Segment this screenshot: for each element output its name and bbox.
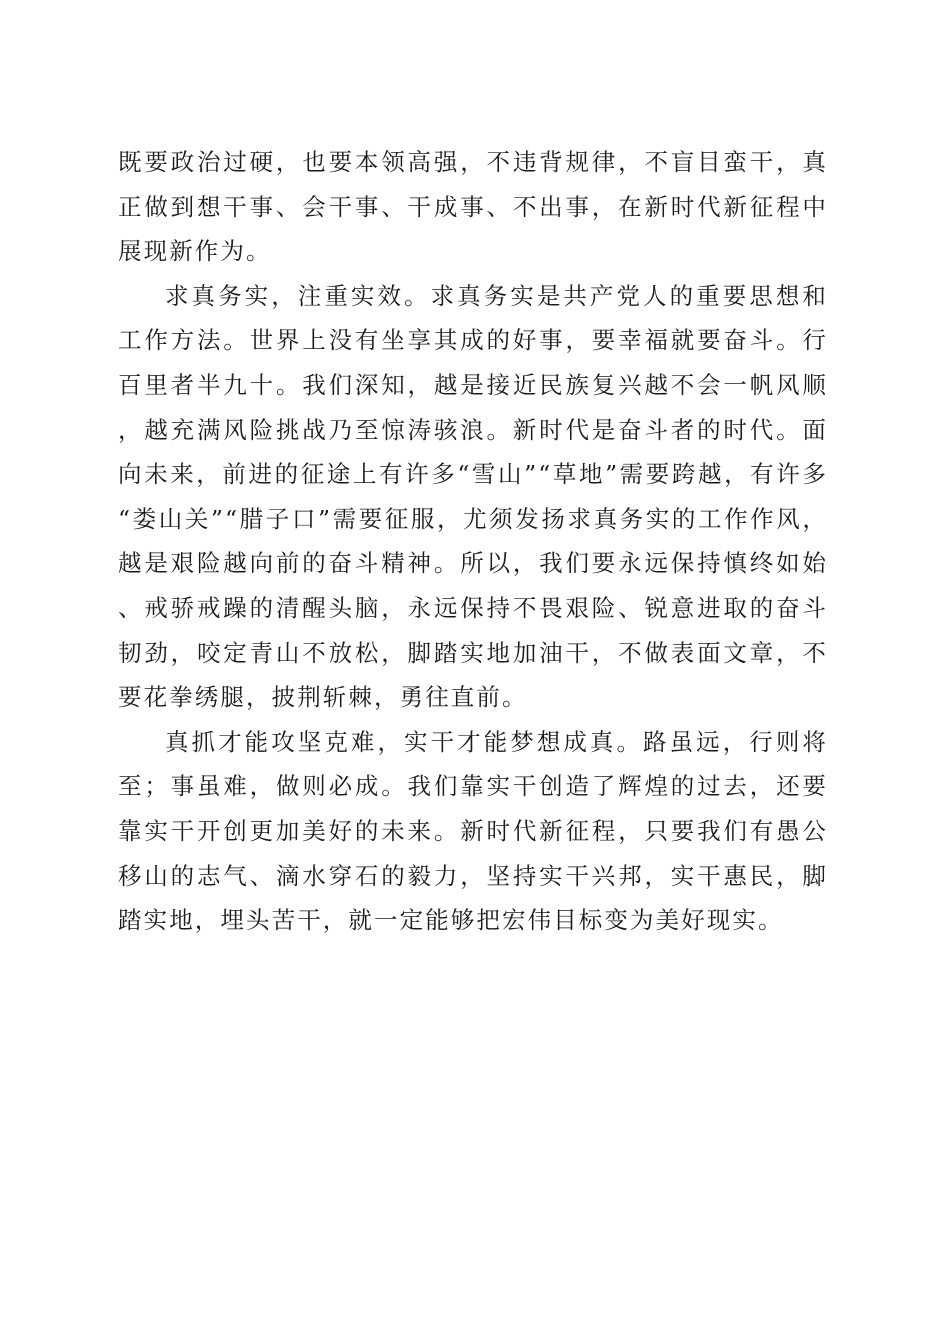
paragraph-continued: 既要政治过硬，也要本领高强，不违背规律，不盲目蛮干，真正做到想干事、会干事、干成事、不出事，在新时代新征程中展现新作为。 (118, 148, 828, 266)
body-text (118, 140, 828, 943)
paragraph-seek-truth: 求真务实，注重实效。求真务实是共产党人的重要思想和工作方法。世界上没有坐享其成的好事，要幸福就要奋斗。行百里者半九十。我们深知，越是接近民族复兴越不会一帆风顺，越充满风险挑战乃至惊涛骇浪。新时代是奋斗者的时代。面向未来，前进的征途上有许多“雪山”“草地”需要跨越，有许多“娄山关”“腊子口”需要征服，尤须发扬求真务实的工作作风，越是艰险越向前的奋斗精神。所以，我们要永远保持慎终如始、戒骄戒躁的清醒头脑，永远保持不畏艰险、锐意进取的奋斗韧劲，咬定青山不放松，脚踏实地加油干，不做表面文章，不要花拳绣腿，披荆斩棘，勇往直前。 (118, 281, 828, 712)
paragraph-hard-work: 真抓才能攻坚克难，实干才能梦想成真。路虽远，行则将至；事虽难，做则必成。我们靠实干创造了辉煌的过去，还要靠实干开创更加美好的未来。新时代新征程，只要我们有愚公移山的志气、滴水穿石的毅力，坚持实干兴邦，实干惠民，脚踏实地，埋头苦干，就一定能够把宏伟目标变为美好现实。 (118, 727, 828, 935)
